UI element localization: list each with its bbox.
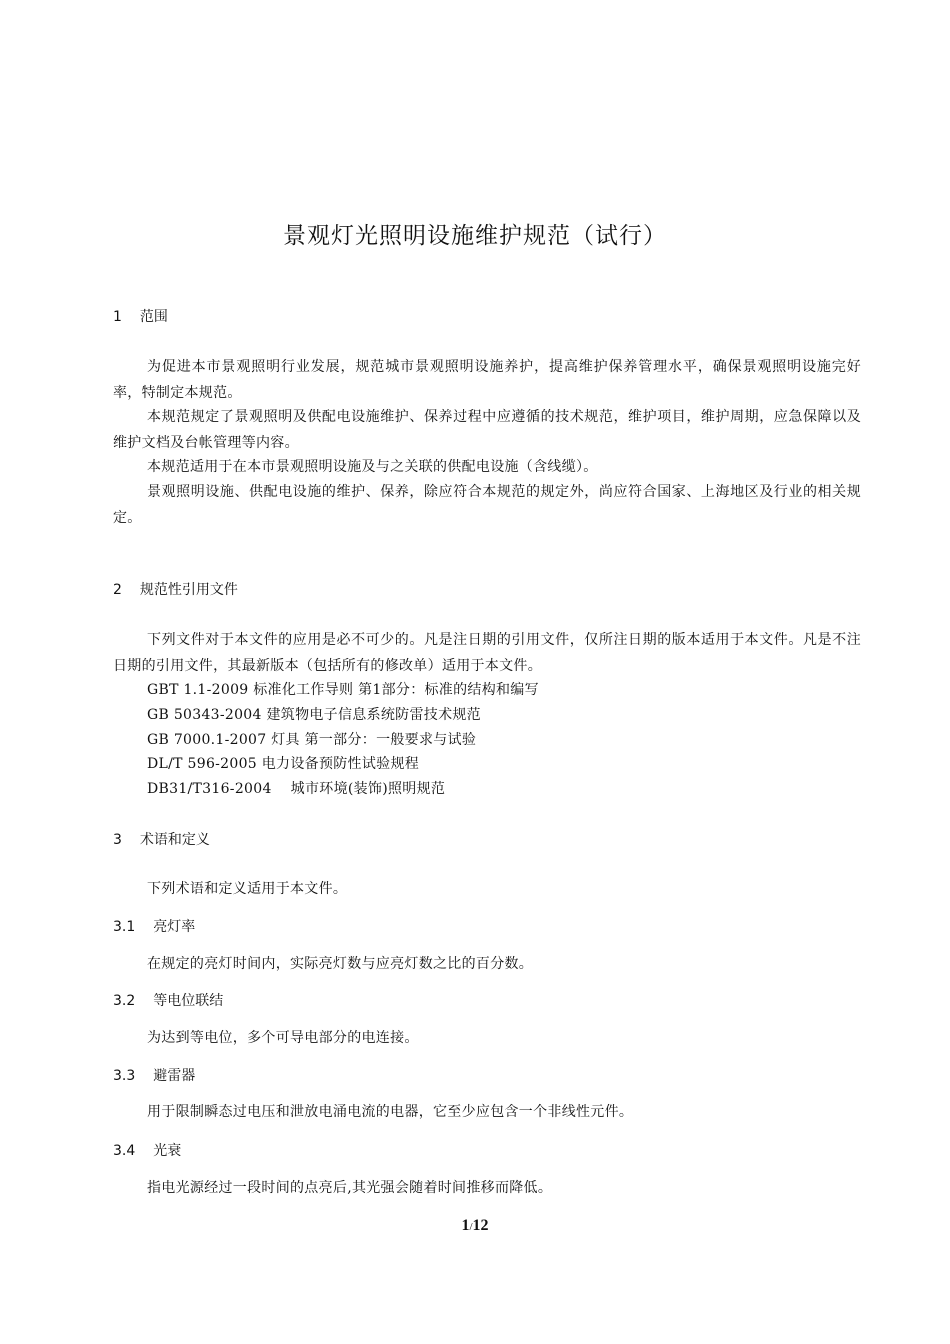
subsection-heading (113, 991, 223, 1011)
paragraph: 为促进本市景观照明行业发展，规范城市景观照明设施养护，提高维护保养管理水平，确保景观照明设施完好率，特制定本规范。 (113, 359, 861, 401)
current-page: 1 (461, 1217, 470, 1234)
subsection-number: 3.4 (113, 1143, 136, 1159)
section-3-heading (113, 830, 210, 850)
paragraph: 本规范规定了景观照明及供配电设施维护、保养过程中应遵循的技术规范，维护项目，维护周期，应急保障以及维护文档及台帐管理等内容。 (113, 409, 861, 451)
term-title: 亮灯率 (153, 919, 196, 935)
subsection-number: 3.3 (113, 1068, 136, 1084)
paragraph: 下列文件对于本文件的应用是必不可少的。凡是注日期的引用文件，仅所注日期的版本适用于本文件。凡是不注日期的引用文件，其最新版本（包括所有的修改单）适用于本文件。 (113, 632, 861, 674)
section-number: 1 (113, 309, 122, 325)
paragraph: 景观照明设施、供配电设施的维护、保养，除应符合本规范的规定外，尚应符合国家、上海地区及行业的相关规定。 (113, 484, 861, 526)
term-definition: 在规定的亮灯时间内，实际亮灯数与应亮灯数之比的百分数。 (147, 956, 534, 972)
reference-item: DB31/T316-2004 城市环境(装饰)照明规范 (147, 781, 446, 797)
reference-item: GBT 1.1-2009 标准化工作导则 第1部分：标准的结构和编写 (147, 682, 539, 698)
term-definition: 用于限制瞬态过电压和泄放电涌电流的电器，它至少应包含一个非线性元件。 (147, 1104, 634, 1120)
term-title: 光衰 (153, 1143, 182, 1159)
reference-item: GB 7000.1-2007 灯具 第一部分：一般要求与试验 (147, 732, 477, 748)
term-title: 等电位联结 (153, 993, 224, 1009)
subsection-heading (113, 1066, 195, 1086)
section-title: 术语和定义 (139, 832, 210, 848)
total-pages: 12 (472, 1217, 489, 1234)
section-title: 范围 (139, 309, 168, 325)
section-2-heading (113, 580, 238, 600)
subsection-heading (113, 1141, 181, 1161)
term-definition: 为达到等电位，多个可导电部分的电连接。 (147, 1030, 419, 1046)
document-title: 景观灯光照明设施维护规范（试行） (283, 223, 667, 249)
section-intro: 下列术语和定义适用于本文件。 (147, 881, 348, 897)
subsection-heading (113, 917, 195, 937)
section-number: 2 (113, 582, 122, 598)
page-number (0, 1216, 950, 1237)
paragraph: 本规范适用于在本市景观照明设施及与之关联的供配电设施（含线缆）。 (147, 459, 598, 475)
subsection-number: 3.2 (113, 993, 136, 1009)
reference-item: GB 50343-2004 建筑物电子信息系统防雷技术规范 (147, 707, 481, 723)
term-definition: 指电光源经过一段时间的点亮后,其光强会随着时间推移而降低。 (147, 1180, 553, 1196)
term-title: 避雷器 (153, 1068, 196, 1084)
subsection-number: 3.1 (113, 919, 136, 935)
section-title: 规范性引用文件 (139, 582, 238, 598)
page-separator: / (469, 1221, 473, 1233)
section-number: 3 (113, 832, 122, 848)
section-1-heading (113, 307, 168, 327)
reference-item: DL/T 596-2005 电力设备预防性试验规程 (147, 756, 420, 772)
